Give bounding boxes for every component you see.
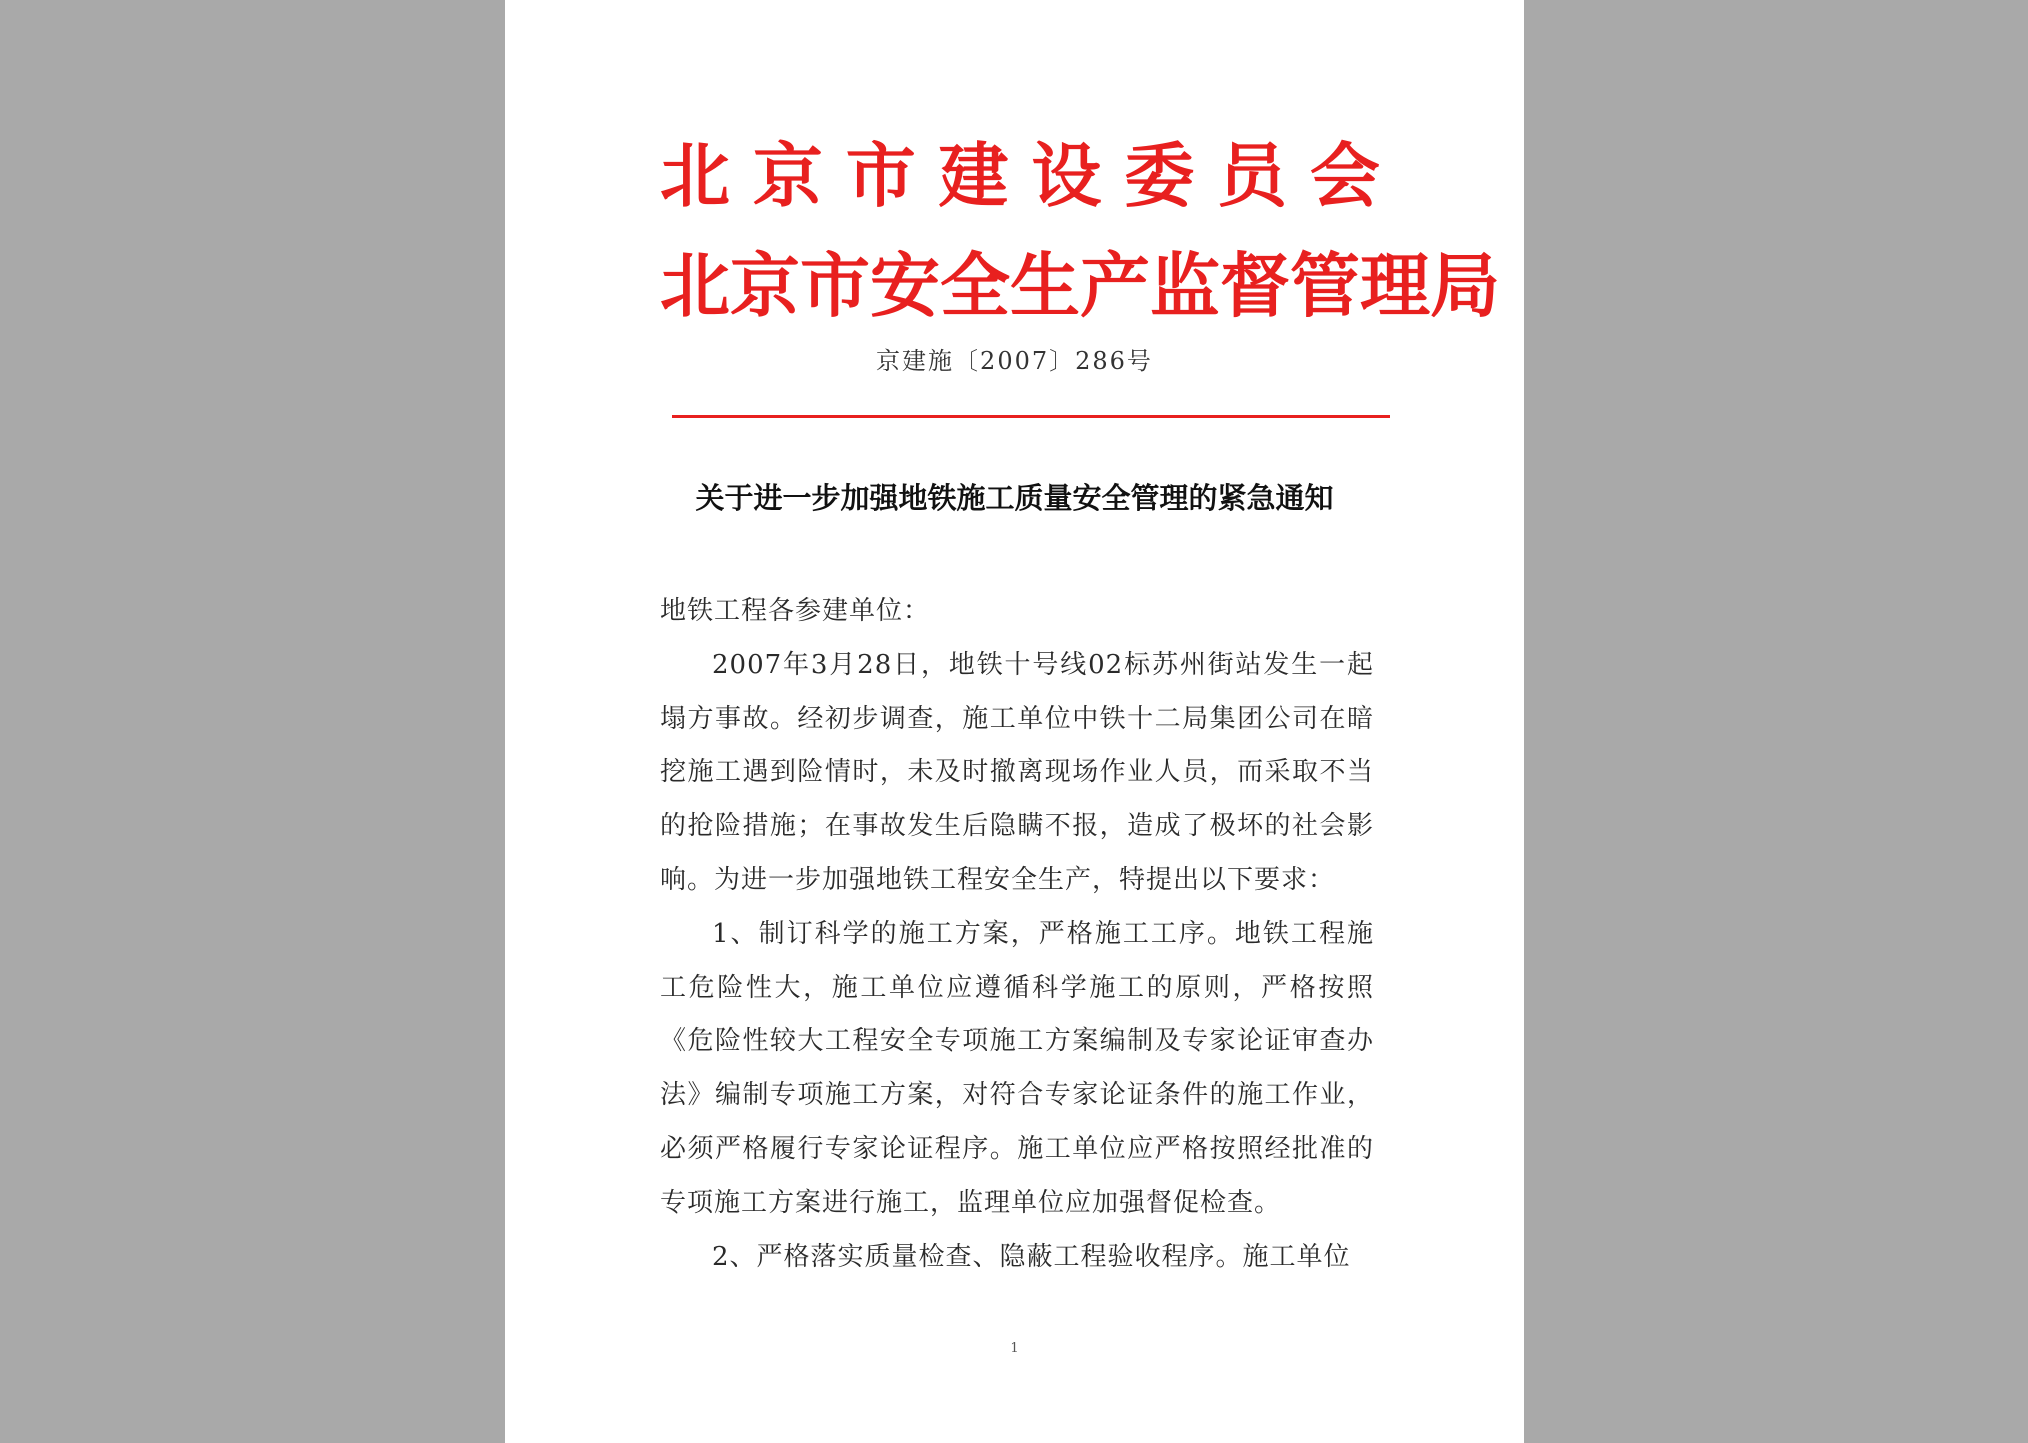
- salutation: 地铁工程各参建单位：: [660, 596, 931, 626]
- issuer-character: 市: [845, 135, 916, 217]
- document-page: [505, 0, 1524, 1443]
- issuer-character: 委: [1124, 135, 1195, 217]
- issuer-name-construction-commission: [660, 136, 1380, 216]
- issuer-character: 设: [1031, 135, 1102, 217]
- page-number: 1: [1010, 1341, 1019, 1356]
- paragraph-intro: 2007年3月28日，地铁十号线02标苏州街站发生一起塌方事故。经初步调查，施工单位中铁十二局集团公司在暗挖施工遇到险情时，未及时撤离现场作业人员，而采取不当的抢险措施；在事故发生后隐瞒不报，造成了极坏的社会影响。为进一步加强地铁工程安全生产，特提出以下要求：: [660, 649, 1374, 895]
- paragraph-item-2: 2、严格落实质量检查、隐蔽工程验收程序。施工单位: [712, 1241, 1351, 1272]
- issuer-character: 会: [1309, 135, 1380, 217]
- issuer-character: 员: [1217, 135, 1288, 217]
- document-title: 关于进一步加强地铁施工质量安全管理的紧急通知: [695, 481, 1334, 515]
- red-divider-line: [672, 415, 1390, 418]
- document-body: [660, 585, 1374, 1284]
- issuer-character: 北: [660, 135, 730, 217]
- issuer-name-safety-bureau: 北京市安全生产监督管理局: [660, 245, 1500, 327]
- issuer-character: 京: [752, 135, 823, 217]
- issuer-character: 建: [938, 135, 1009, 217]
- paragraph-item-1: 1、制订科学的施工方案，严格施工工序。地铁工程施工危险性大，施工单位应遵循科学施工的原则，严格按照《危险性较大工程安全专项施工方案编制及专家论证审查办法》编制专项施工方案，对符合专家论证条件的施工作业，必须严格履行专家论证程序。施工单位应严格按照经批准的专项施工方案进行施工，监理单位应加强督促检查。: [660, 918, 1374, 1218]
- document-number: 京建施〔2007〕286号: [876, 347, 1153, 375]
